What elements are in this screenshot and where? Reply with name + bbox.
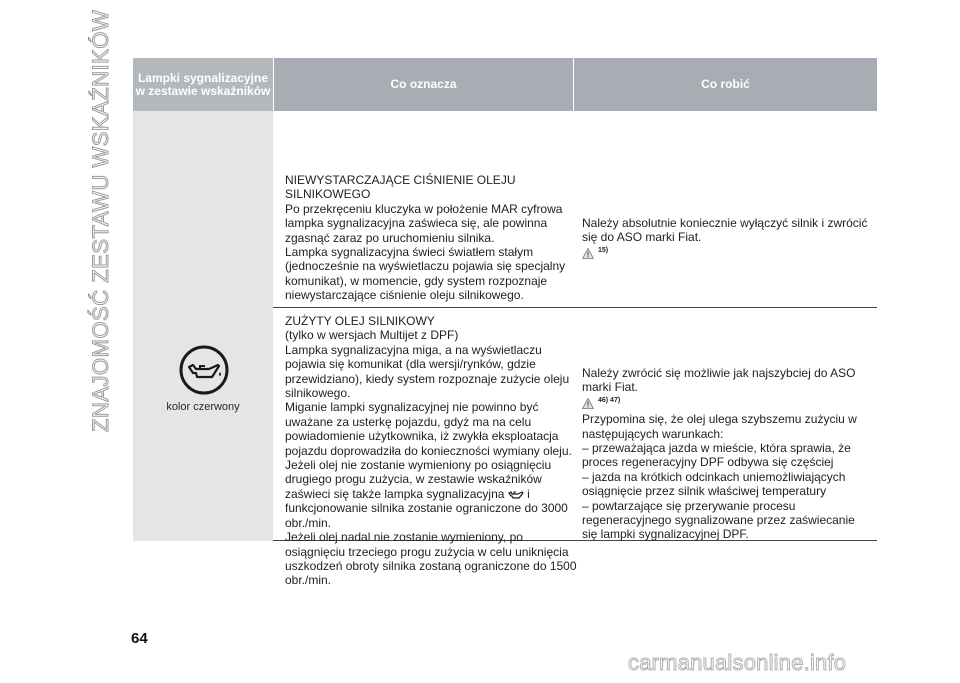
lamp-column <box>133 111 273 541</box>
row1-ref-numbers: 15) <box>598 247 609 255</box>
row2-meaning-p1: Lampka sygnalizacyjna miga, a na wyświetlaczu pojawia się komunikat (dla wersji/rynków, gdzie przewidziano), kiedy system rozpoznaje zużycie oleju silnikowego. <box>285 342 570 401</box>
row2-action-intro: Należy zwrócić się możliwie jak najszybciej do ASO marki Fiat. <box>582 366 856 395</box>
header-action: Co robić <box>574 58 877 111</box>
row2-action-line4: – powtarzające się przerywanie procesu regeneracyjnego sygnalizowane przez zaświecanie się lampki sygnalizacyjnej DPF. <box>582 498 855 542</box>
warning-triangle-icon <box>582 398 594 409</box>
header-meaning: Co oznacza <box>274 58 573 111</box>
table-header <box>133 58 877 111</box>
row2-meaning <box>285 314 577 588</box>
row2-meaning-title: ZUŻYTY OLEJ SILNIKOWY <box>285 314 435 328</box>
row1-meaning-p2: Lampka sygnalizacyjna świeci światłem stałym (jednocześnie na wyświetlaczu pojawia się specjalny komunikat), w momencie, gdy system rozpoznaje niewystarczające ciśnienie oleju silnikowego. <box>285 245 566 303</box>
row2-meaning-p3 <box>285 458 577 530</box>
row2-action <box>582 366 872 542</box>
row2-meaning-note: (tylko w wersjach Multijet z DPF) <box>285 328 459 343</box>
row2-ref-numbers: 46) 47) <box>598 397 621 405</box>
oil-can-icon <box>179 345 229 395</box>
row1-action-text: Należy absolutnie koniecznie wyłączyć silnik i zwrócić się do ASO marki Fiat. <box>582 216 868 245</box>
row2-action-line1: Przypomina się, że olej ulega szybszemu zużyciu w następujących warunkach: <box>582 412 857 441</box>
warning-triangle-icon <box>582 248 594 259</box>
row1-meaning <box>285 173 575 303</box>
row1-warning-refs <box>582 245 608 259</box>
row1-meaning-p1: Po przekręceniu kluczyka w położenie MAR cyfrowa lampka sygnalizacyjna zaświeca się, ale powinna zgasnąć zaraz po uruchomieniu silnika. <box>285 201 563 245</box>
row2-meaning-p4: Jeżeli olej nadal nie zostanie wymieniony, po osiągnięciu trzeciego progu zużycia w celu uniknięcia uszkodzeń obroty silnika zostaną ograniczone do 1500 obr./min. <box>285 530 577 588</box>
table-body <box>133 111 877 588</box>
row2-warning-refs <box>582 395 620 409</box>
oil-can-icon <box>508 489 524 500</box>
page-number: 64 <box>131 630 148 647</box>
row1-meaning-title: NIEWYSTARCZAJĄCE CIŚNIENIE OLEJU SILNIKOWEGO <box>285 173 516 202</box>
warning-lights-table <box>133 58 877 588</box>
lamp-color-label: kolor czerwony <box>166 401 240 413</box>
header-lamps: Lampki sygnalizacyjne w zestawie wskaźników <box>133 58 273 111</box>
row2-action-line3: – jazda na krótkich odcinkach uniemożliwiających osiągnięcie przez silnik właściwej temperatury <box>582 469 846 499</box>
row2-meaning-p3b: i funkcjonowanie silnika zostanie ograniczone do 3000 obr./min. <box>285 486 568 530</box>
row-divider <box>273 307 877 308</box>
row2-meaning-p3a: Jeżeli olej nie zostanie wymieniony po osiągnięciu drugiego progu zużycia, w zestawie wskaźników zaświeci się także lampka sygnalizacyjna <box>285 458 552 501</box>
row2-action-line2: – przeważająca jazda w mieście, która sprawia, że proces regeneracyjny DPF odbywa się częściej <box>582 441 851 470</box>
row2-meaning-p2: Miganie lampki sygnalizacyjnej nie powinno być uważane za usterkę pojazdu, gdyż ma na celu powiadomienie użytkownika, iż zwykła eksploatacja pojazdu doprowadziła do konieczności wymiany oleju. <box>285 400 572 458</box>
watermark: carmanualsonline.info <box>628 650 847 675</box>
row1-action <box>582 216 872 262</box>
section-side-title: ZNAJOMOŚĆ ZESTAWU WSKAŹNIKÓW <box>88 9 113 432</box>
